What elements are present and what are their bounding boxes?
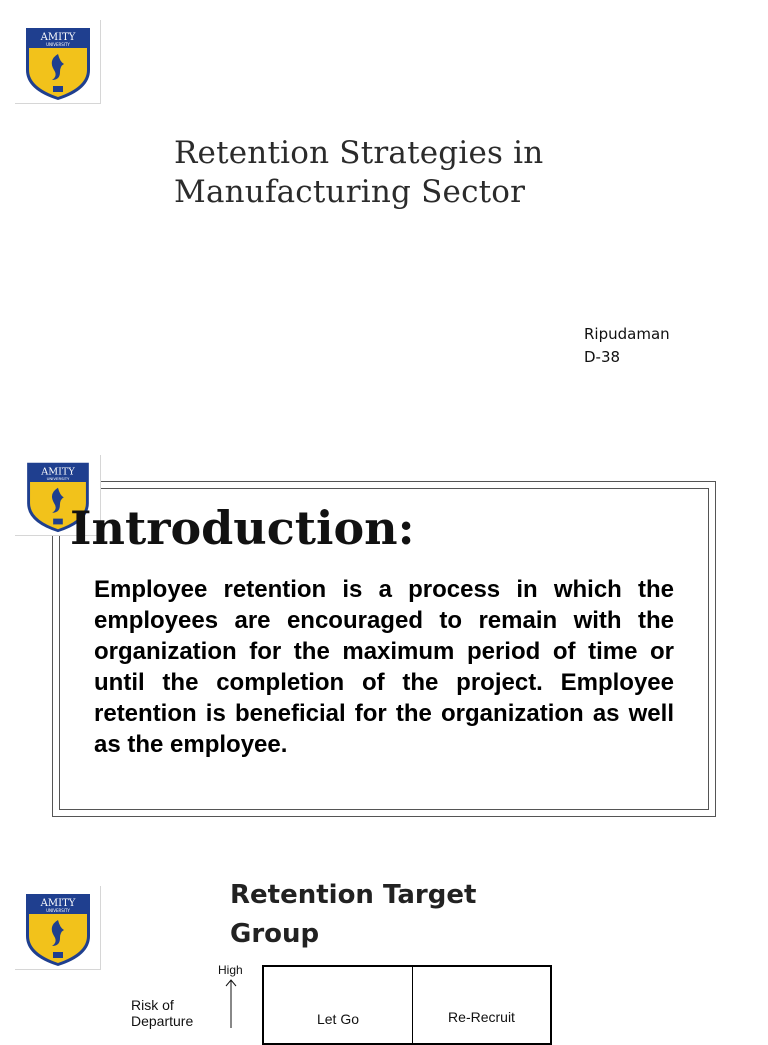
amity-shield-icon — [15, 886, 100, 969]
author-name: Ripudaman — [584, 325, 670, 343]
retention-matrix — [262, 965, 552, 1045]
matrix-cell-label: Let Go — [316, 1011, 360, 1027]
logo-subtext: UNIVERSITY — [46, 908, 70, 913]
target-title — [230, 876, 530, 954]
axis-label — [131, 997, 193, 1029]
axis-label-line2: Departure — [131, 1013, 194, 1029]
amity-logo — [15, 886, 101, 970]
logo-text: AMITY — [41, 466, 75, 478]
matrix-cell-label: Re-Recruit — [448, 1009, 515, 1025]
author-id: D-38 — [584, 348, 621, 366]
author-block — [584, 323, 670, 369]
slide1-title-line1: Retention Strategies in — [174, 135, 544, 171]
matrix-cell-let-go — [264, 967, 413, 1043]
slide1-title-line2: Manufacturing Sector — [174, 174, 526, 210]
amity-shield-icon — [15, 20, 100, 103]
axis-arrow-icon — [224, 978, 238, 1028]
logo-subtext: UNIVERSITY — [46, 476, 70, 482]
target-title-line1: Retention Target — [230, 880, 477, 910]
intro-heading: Introduction: — [70, 501, 415, 555]
intro-body: Employee retention is a process in which the employees are encouraged to remain with the organization for the maximum period of time or until the completion of the project. Employee retention is beneficial for the organization as well as the employee. — [94, 576, 674, 758]
logo-text: AMITY — [40, 32, 76, 43]
amity-logo — [15, 20, 101, 104]
logo-text: AMITY — [40, 898, 76, 909]
logo-subtext: UNIVERSITY — [46, 42, 70, 47]
slide1-title — [174, 134, 594, 212]
axis-label-line1: Risk of — [131, 997, 174, 1013]
matrix-cell-re-recruit — [413, 967, 550, 1043]
axis-high-label: High — [218, 963, 243, 977]
target-title-line2: Group — [230, 919, 320, 949]
